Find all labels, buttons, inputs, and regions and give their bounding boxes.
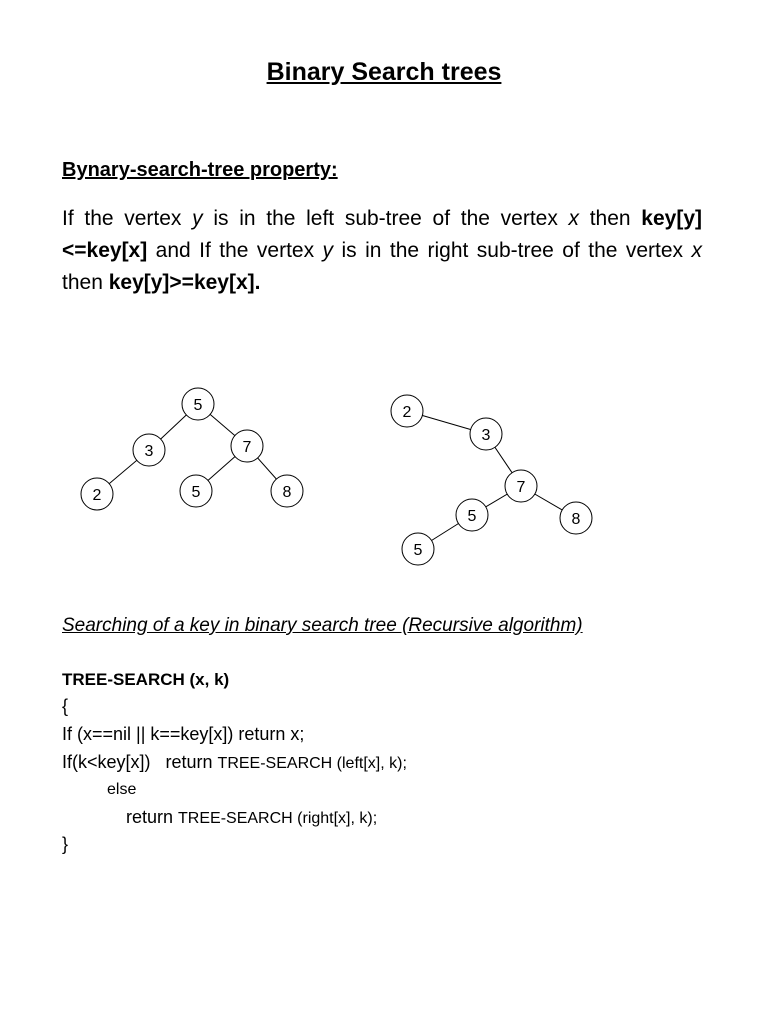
node-label: 2 <box>92 487 102 504</box>
node-label: 7 <box>516 479 526 496</box>
node-label: 7 <box>242 439 252 456</box>
right-tree <box>391 395 592 565</box>
tree-node <box>560 502 592 534</box>
tree-node <box>180 475 212 507</box>
var-x: x <box>691 239 702 262</box>
node-label: 2 <box>402 404 412 421</box>
code-signature: TREE-SEARCH (x, k) <box>62 670 230 689</box>
var-y: y <box>322 239 334 262</box>
tree-node <box>133 434 165 466</box>
para-text: is in the left sub-tree of the vertex <box>202 207 569 230</box>
code-text: If(k<key[x]) return <box>62 752 218 772</box>
para-text: then <box>62 271 109 294</box>
code-text: TREE-SEARCH (left[x], k); <box>217 755 407 772</box>
code-line-3: else <box>107 781 137 798</box>
condition-right: key[y]>=key[x]. <box>108 271 261 294</box>
node-label: 3 <box>481 427 491 444</box>
tree-node <box>402 533 434 565</box>
para-text: and If the vertex <box>147 239 323 262</box>
code-close-brace: } <box>62 834 69 854</box>
tree-node <box>391 395 423 427</box>
para-text: then <box>579 207 642 230</box>
para-text: is in the right sub-tree of the vertex <box>333 239 692 262</box>
node-label: 8 <box>571 511 581 528</box>
tree-node <box>182 388 214 420</box>
code-text: return <box>126 807 179 827</box>
para-text: If the vertex <box>62 207 193 230</box>
node-label: 8 <box>282 484 292 501</box>
code-open-brace: { <box>62 696 69 716</box>
tree-node <box>231 430 263 462</box>
page-title: Binary Search trees <box>266 58 502 86</box>
var-y: y <box>192 207 203 230</box>
tree-node <box>456 499 488 531</box>
code-line-2 <box>62 752 407 773</box>
code-text: TREE-SEARCH (right[x], k); <box>178 810 378 827</box>
condition-left: key[y]<=key[x] <box>62 207 702 262</box>
node-label: 5 <box>193 397 203 414</box>
node-label: 5 <box>413 542 423 559</box>
code-line-4 <box>126 807 377 828</box>
tree-node <box>81 478 113 510</box>
tree-node <box>505 470 537 502</box>
property-heading: Bynary-search-tree property: <box>62 159 338 181</box>
tree-node <box>271 475 303 507</box>
node-label: 5 <box>191 484 201 501</box>
var-x: x <box>568 207 580 230</box>
node-label: 5 <box>467 508 477 525</box>
search-heading: Searching of a key in binary search tree (Recursive algorithm) <box>62 615 583 636</box>
left-tree <box>81 388 303 510</box>
code-line-1: If (x==nil || k==key[x]) return x; <box>62 724 305 744</box>
tree-node <box>470 418 502 450</box>
node-label: 3 <box>144 443 154 460</box>
